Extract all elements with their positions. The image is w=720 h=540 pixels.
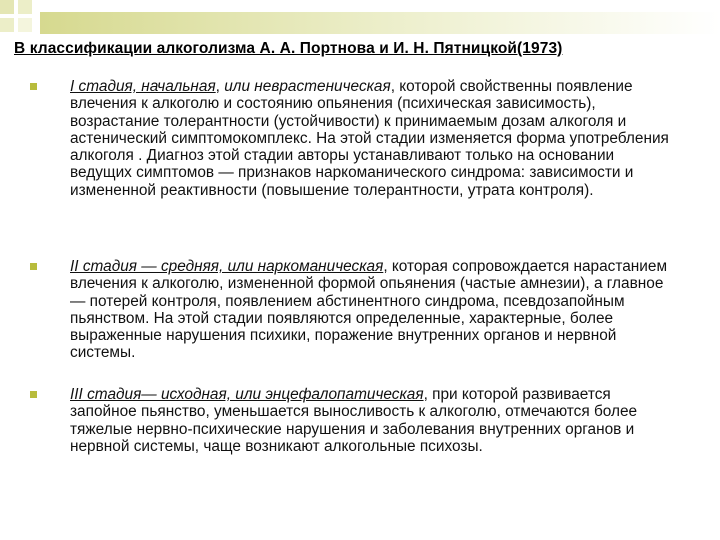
square-bullet-icon: [30, 83, 37, 90]
slide-title: В классификации алкоголизма А. А. Портнова и И. Н. Пятницкой(1973): [14, 40, 563, 57]
list-item: [30, 78, 680, 199]
header-decoration: [0, 0, 720, 40]
item-text: II стадия — средняя, или наркоманическая, которая сопровождается нарастанием влечения к алкоголю, измененной формой опьянения (частые амнезии), а главное — потерей контроля, появлением абстинентного синдрома, псевдозапойным пьянством. На этой стадии появляются определенные, характерные, более выраженные нарушения психики, поражение внутренних органов и нервной системы.: [70, 258, 668, 362]
item-text: I стадия, начальная, или неврастеническая, которой свойственны появление влечения к алкоголю и состоянию опьянения (психическая зависимость), возрастание толерантности (устойчивости) к принимаемым дозам алкоголя и астенический симптомокомплекс. На этой стадии изменяется форма употребления алкоголя . Диагноз этой стадии авторы устанавливают только на основании ведущих симптомов — признаков наркоманического синдрома: зависимости и измененной реактивности (повышение толерантности, утрата контроля).: [70, 78, 669, 199]
list-item: [30, 386, 680, 455]
square-bullet-icon: [30, 263, 37, 270]
square-bullet-icon: [30, 391, 37, 398]
list-item: [30, 258, 680, 362]
item-text: III стадия— исходная, или энцефалопатическая, при которой развивается запойное пьянство, уменьшается выносливость к алкоголю, отмечаются более тяжелые нервно-психические нарушения и заболевания внутренних органов и нервной системы, чаще возникают алкогольные психозы.: [70, 386, 638, 455]
